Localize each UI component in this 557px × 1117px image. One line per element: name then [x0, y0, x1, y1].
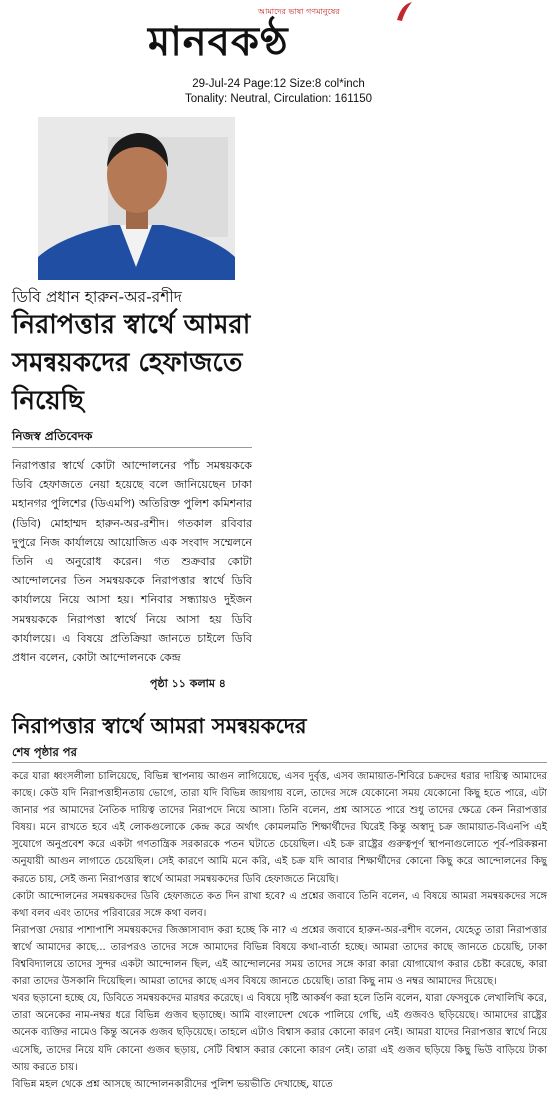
portrait-photo-icon: [38, 117, 235, 280]
continued-on-label: পৃষ্ঠা ১১ কলাম ৪: [150, 677, 226, 690]
continuation-body: [12, 768, 547, 1093]
paragraph: করে যারা ধ্বংসলীলা চালিয়েছে, বিভিন্ন স্থাপনায় আগুন লাগিয়েছে, এসব দুর্বৃত্ত, এসব জামায়াত-শিবিরে চক্রদের ধরার দায়িত্ব আমাদের কাছে। কেউ যদি নিরাপত্তাহীনতায় ভোগে, তারা যদি বিভিন্ন জায়গায় বলে, তাদের সঙ্গে যেকোনো সময় যেকোনো কিছু হতে পারে, এটা জানার পর আমাদের নৈতিক দায়িত্ব তাদের নিরাপদে নিয়ে আসা। তিনি বলেন, প্রশ্ন আসতে পারে শুধু তাদের ক্ষেত্রে কেন নিরাপত্তার বিষয়। মনে রাখতে হবে এই লোকগুলোকে কেন্দ্র করে অর্থাৎ কোমলমতি শিক্ষার্থীদের ঘিরেই কিন্তু অস্বাদু চক্র জামায়াত-বিএনপি এই সুযোগে অনুপ্রবেশ করে একটা গণতান্ত্রিক সরকারকে পতন ঘটাতে চেয়েছিল। এই চক্র রাষ্ট্রের গুরুত্বপূর্ণ স্থাপনাগুলোতে পূর্ব-পরিকল্পনা অনুযায়ী আগুন লাগাতে চেয়েছিল। সেই কারণে আমি মনে করি, এই চক্র যদি আবার শিক্ষার্থীদের কোনো কিছু করে আন্দোলনের কিছু করতে চায়, সেই জন্য নিরাপত্তার স্বার্থে আমরা সমন্বয়কদের ডিবি হেফাজতে নিয়েছি।: [12, 771, 547, 885]
portrait-photo: [38, 117, 235, 280]
article-byline: নিজস্ব প্রতিবেদক: [12, 429, 93, 443]
continuation-subhead: শেষ পৃষ্ঠার পর: [12, 745, 77, 759]
newspaper-logo: মানবকণ্ঠ: [148, 19, 289, 65]
masthead-tagline: আমাদের ভাষা গণমানুষের: [258, 7, 340, 16]
paragraph: খবর ছড়ানো হচ্ছে যে, ডিবিতে সমন্বয়কদের মারধর করেছে। এ বিষয়ে দৃষ্টি আকর্ষণ করা হলে তিনি বলেন, যারা ফেসবুকে লেখালিখি করে, তারা অনেকের নাম-নম্বর ধরে বিভিন্ন গুজব ছড়াচ্ছে। আমি বাংলাদেশ থেকে পালিয়ে গেছি, এই গুজবও ছড়িয়েছে। আমাদের রাষ্ট্রের অনেক ব্যক্তির নামেও কিন্তু অনেক গুজব ছড়িয়েছে। তাহলে এটাও বিশ্বাস করার কোনো কারণ নেই। আমরা যাদের নিরাপত্তার স্বার্থে নিয়ে এসেছি, তাদের নিয়ে যদি কোনো গুজব ছড়ায়, সেটি বিশ্বাস করার কোনো কারণ নেই। তারা এই গুজব ছড়িয়ে কিছু ভিউ বাড়িয়ে টাকা আয় করতে চায়।: [12, 993, 547, 1073]
article-body: নিরাপত্তার স্বার্থে কোটা আন্দোলনের পাঁচ সমন্বয়ককে ডিবি হেফাজতে নেয়া হয়েছে বলে জানিয়েছেন ঢাকা মহানগর পুলিশের (ডিএমপি) অতিরিক্ত পুলিশ কমিশনার (ডিবি) মোহাম্মদ হারুন-অর-রশীদ। গতকাল রবিবার দুপুরে নিজ কার্যালয়ে আয়োজিত এক সংবাদ সম্মেলনে তিনি এ অনুরোধ করেন। গত শুক্রবার কোটা আন্দোলনের তিন সমন্বয়ককে নিরাপত্তার স্বার্থে ডিবি কার্যালয়ে নিয়ে আসা হয়। শনিবার সন্ধ্যায়ও দুইজন সমন্বয়ককে নিরাপত্তা স্বার্থে নিয়ে আসা হয় ডিবি কার্যালয়ে। এ বিষয়ে প্রতিক্রিয়া জানতে চাইলে ডিবি প্রধান বলেন, কোটা আন্দোলনকে কেন্দ্র: [12, 459, 252, 665]
clipping-date-page-size: 29-Jul-24 Page:12 Size:8 col*inch: [192, 78, 365, 90]
paragraph: বিভিন্ন মহল থেকে প্রশ্ন আসছে আন্দোলনকারীদের পুলিশ ভয়ভীতি দেখাচ্ছে, যাতে: [12, 1078, 333, 1090]
article-headline: নিরাপত্তার স্বার্থে আমরা সমন্বয়কদের হেফাজতে নিয়েছি: [12, 310, 251, 416]
paragraph: কোটা আন্দোলনের সমন্বয়কদের ডিবি হেফাজতে কত দিন রাখা হবে? এ প্রশ্নের জবাবে তিনি বলেন, এ বিষয়ে আমরা সমন্বয়কদের সঙ্গে কথা বলব এবং তাদের পরিবারের সঙ্গে কথা বলব।: [12, 890, 547, 919]
continuation-headline: নিরাপত্তার স্বার্থে আমরা সমন্বয়কদের: [12, 714, 307, 738]
paragraph: নিরাপত্তা দেয়ার পাশাপাশি সমন্বয়কদের জিজ্ঞাসাবাদ করা হচ্ছে কি না? এ প্রশ্নের জবাবে হারুন-অর-রশীদ বলেন, যেহেতু তারা নিরাপত্তার স্বার্থে আমাদের কাছে... তারপরও তাদের সঙ্গে আমাদের বিভিন্ন বিষয়ে কথা-বার্তা হচ্ছে। আমরা তাদের কাছে জানতে চেয়েছি, ঢাকা বিশ্ববিদ্যালয়ে তাদের সুন্দর একটা আন্দোলন ছিল, এই আন্দোলনের সময় তাদের সঙ্গে কারা কারা যোগাযোগ করার চেষ্টা করেছে, কারা কারা তাদের উসকানি দিয়েছিল। আমরা তাদের কাছে এসব বিষয়ে জানতে চেয়েছি। তারা কিছু নাম ও নম্বর আমাদের দিয়েছে।: [12, 924, 547, 988]
masthead: [0, 0, 557, 108]
photo-caption: ডিবি প্রধান হারুন-অর-রশীদ: [12, 288, 182, 306]
divider: [12, 762, 547, 763]
clipping-tonality-circulation: Tonality: Neutral, Circulation: 161150: [184, 93, 373, 105]
divider: [12, 447, 252, 448]
logo-swoosh-icon: [394, 0, 414, 22]
